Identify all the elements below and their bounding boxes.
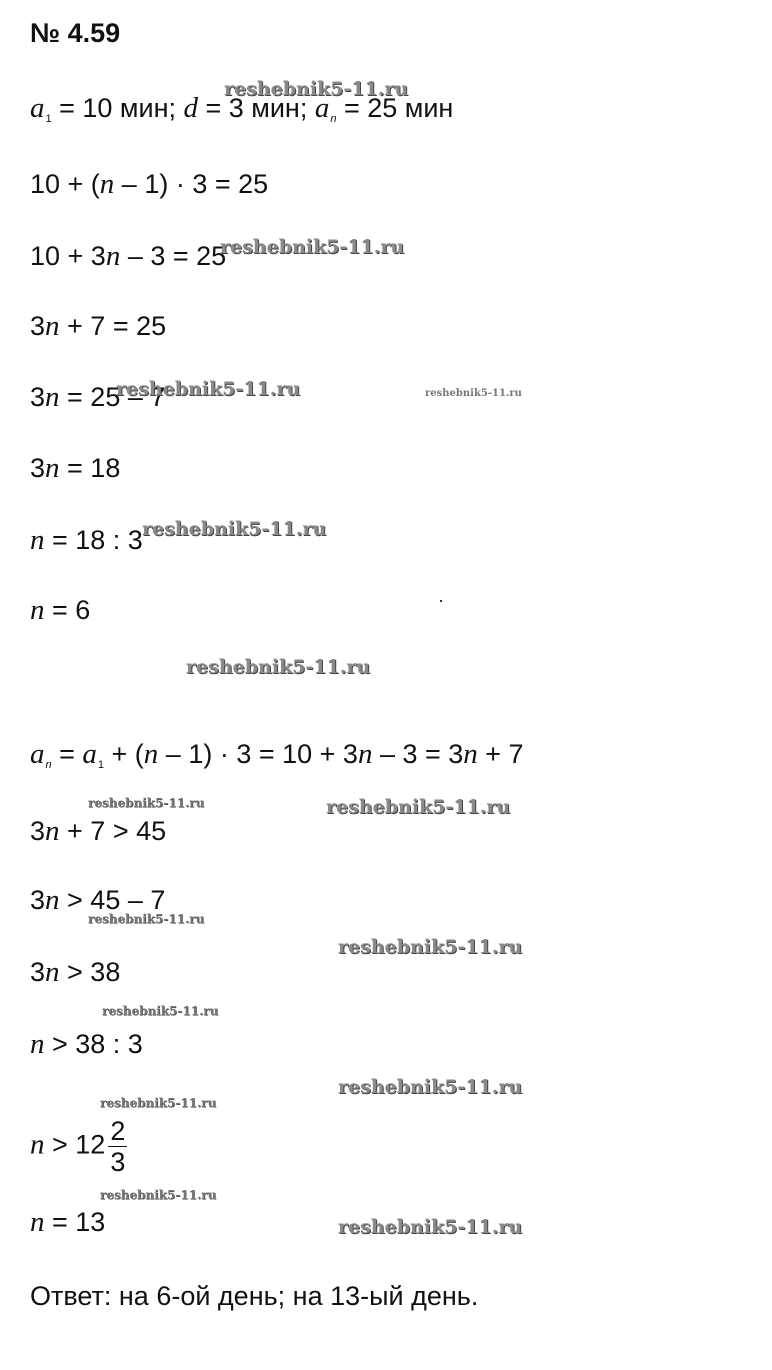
equation-line: 3n = 25 – 7: [30, 381, 166, 413]
watermark: reshebnik5-11.ru: [326, 796, 511, 818]
inequality-line: n > 38 : 3: [30, 1028, 143, 1060]
inequality-line: 3n > 38: [30, 956, 121, 988]
equation-line: 10 + (n – 1) · 3 = 25: [30, 168, 269, 200]
stray-dot: [440, 600, 442, 602]
watermark: reshebnik5-11.ru: [186, 656, 371, 678]
watermark: reshebnik5-11.ru: [88, 796, 205, 810]
equation-line: 10 + 3n – 3 = 25: [30, 240, 227, 272]
watermark: reshebnik5-11.ru: [100, 1188, 217, 1202]
watermark: reshebnik5-11.ru: [220, 236, 405, 258]
watermark: reshebnik5-11.ru: [338, 936, 523, 958]
equation-line: n = 18 : 3: [30, 524, 143, 556]
inequality-line: 3n > 45 – 7: [30, 884, 166, 916]
watermark: reshebnik5-11.ru: [100, 1096, 217, 1110]
watermark: reshebnik5-11.ru: [338, 1216, 523, 1238]
given-values: $a_1 = 10$ мин; d = 3 мин; $a_n = 25$ мин: [30, 92, 454, 125]
watermark: reshebnik5-11.ru: [224, 78, 409, 100]
inequality-line: n > 12 $\frac{2}{3}$: [30, 1116, 126, 1177]
problem-number: № 4.59: [30, 18, 121, 48]
fraction: $\frac{2}{3}$: [110, 1116, 126, 1177]
watermark: reshebnik5-11.ru: [102, 1004, 219, 1018]
watermark: reshebnik5-11.ru: [425, 388, 522, 399]
answer: Ответ: на 6-ой день; на 13-ый день.: [30, 1281, 479, 1311]
equation-line: 3n = 18: [30, 452, 121, 484]
inequality-line: n = 13: [30, 1206, 106, 1238]
equation-line: 3n + 7 = 25: [30, 310, 167, 342]
watermark: reshebnik5-11.ru: [116, 378, 301, 400]
watermark: reshebnik5-11.ru: [142, 518, 327, 540]
equation-line: n = 6: [30, 594, 91, 626]
inequality-line: 3n + 7 > 45: [30, 815, 167, 847]
general-term-formula: $a_n = a_1 + (n - 1) \cdot 3 = 10 + 3n - 3 = 3n + 7$: [30, 738, 524, 771]
watermark: reshebnik5-11.ru: [88, 912, 205, 926]
watermark: reshebnik5-11.ru: [338, 1076, 523, 1098]
